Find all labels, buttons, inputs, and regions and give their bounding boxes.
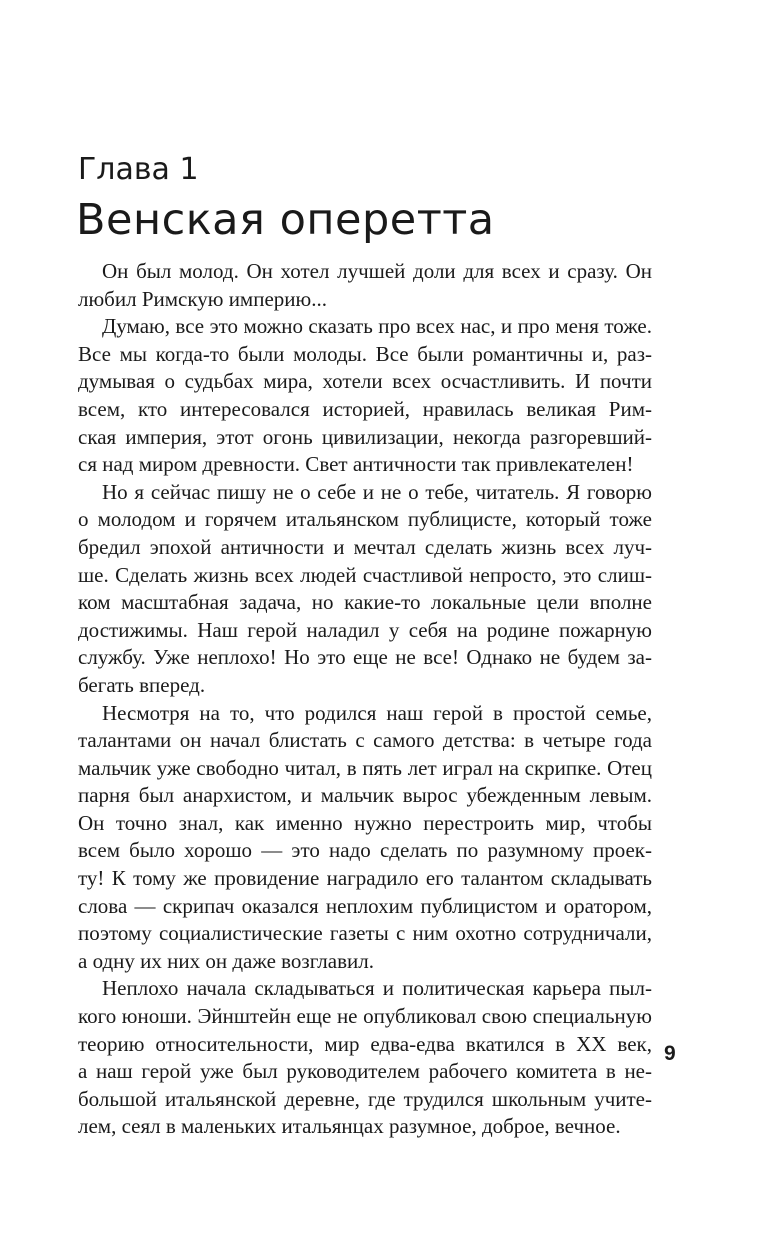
- text-line: службу. Уже неплохо! Но это еще не все! Однако не будем за-: [78, 645, 652, 670]
- text-line: а наш герой уже был руководителем рабочего комитета в не-: [78, 1059, 652, 1084]
- text-line: Но я сейчас пишу не о себе и не о тебе, читатель. Я говорю: [102, 479, 652, 504]
- text-line: Думаю, все это можно сказать про всех нас, и про меня тоже.: [102, 314, 652, 339]
- text-line: поэтому социалистические газеты с ним охотно сотрудничали,: [78, 921, 652, 946]
- text-line: ся над миром древности. Свет античности так привлекателен!: [78, 452, 634, 477]
- text-line: Несмотря на то, что родился наш герой в простой семье,: [102, 700, 652, 725]
- text-line: бредил эпохой античности и мечтал сделать жизнь всех луч-: [78, 534, 652, 559]
- text-line: всем, кто интересовался историей, нравилась великая Рим-: [78, 396, 652, 421]
- text-line: Он точно знал, как именно нужно перестроить мир, чтобы: [78, 810, 652, 835]
- text-line: любил Римскую империю...: [78, 286, 327, 311]
- chapter-body: [78, 258, 652, 1141]
- text-line: парня был анархистом, и мальчик вырос убежденным левым.: [78, 783, 652, 808]
- text-line: ше. Сделать жизнь всех людей счастливой непросто, это слиш-: [78, 562, 652, 587]
- paragraph: [78, 975, 652, 1141]
- text-line: кого юноши. Эйнштейн еще не опубликовал свою специальную: [78, 1004, 652, 1029]
- text-line: слова — скрипач оказался неплохим публицистом и оратором,: [78, 893, 652, 918]
- chapter-title: Венская оперетта: [76, 195, 495, 245]
- paragraph: [78, 479, 652, 700]
- text-line: думывая о судьбах мира, хотели всех осчастливить. И почти: [78, 369, 652, 394]
- paragraph: [78, 700, 652, 976]
- text-line: ту! К тому же провидение наградило его талантом складывать: [78, 866, 652, 891]
- text-line: о молодом и горячем итальянском публицисте, который тоже: [78, 507, 652, 532]
- text-line: Он был молод. Он хотел лучшей доли для всех и сразу. Он: [102, 259, 652, 283]
- chapter-label: Глава 1: [78, 152, 199, 187]
- paragraph: [78, 313, 652, 479]
- text-line: Все мы когда-то были молоды. Все были романтичны и, раз-: [78, 341, 652, 366]
- page-number: 9: [664, 1042, 676, 1065]
- text-line: Неплохо начала складываться и политическая карьера пыл-: [102, 976, 652, 1001]
- text-line: талантами он начал блистать с самого детства: в четыре года: [78, 728, 652, 753]
- text-line: а одну их них он даже возглавил.: [78, 948, 374, 973]
- text-line: большой итальянской деревне, где трудился школьным учите-: [78, 1086, 652, 1111]
- text-line: лем, сеял в маленьких итальянцах разумное, доброе, вечное.: [78, 1114, 621, 1139]
- text-line: всем было хорошо — это надо сделать по разумному проек-: [78, 838, 652, 863]
- text-line: мальчик уже свободно читал, в пять лет играл на скрипке. Отец: [78, 755, 652, 780]
- text-line: теорию относительности, мир едва-едва вкатился в XX век,: [78, 1031, 652, 1056]
- text-line: ская империя, этот огонь цивилизации, некогда разгоревший-: [78, 424, 652, 449]
- paragraph: [78, 258, 652, 313]
- text-line: ком масштабная задача, но какие-то локальные цели вполне: [78, 590, 652, 615]
- text-line: достижимы. Наш герой наладил у себя на родине пожарную: [78, 617, 652, 642]
- text-line: бегать вперед.: [78, 672, 206, 697]
